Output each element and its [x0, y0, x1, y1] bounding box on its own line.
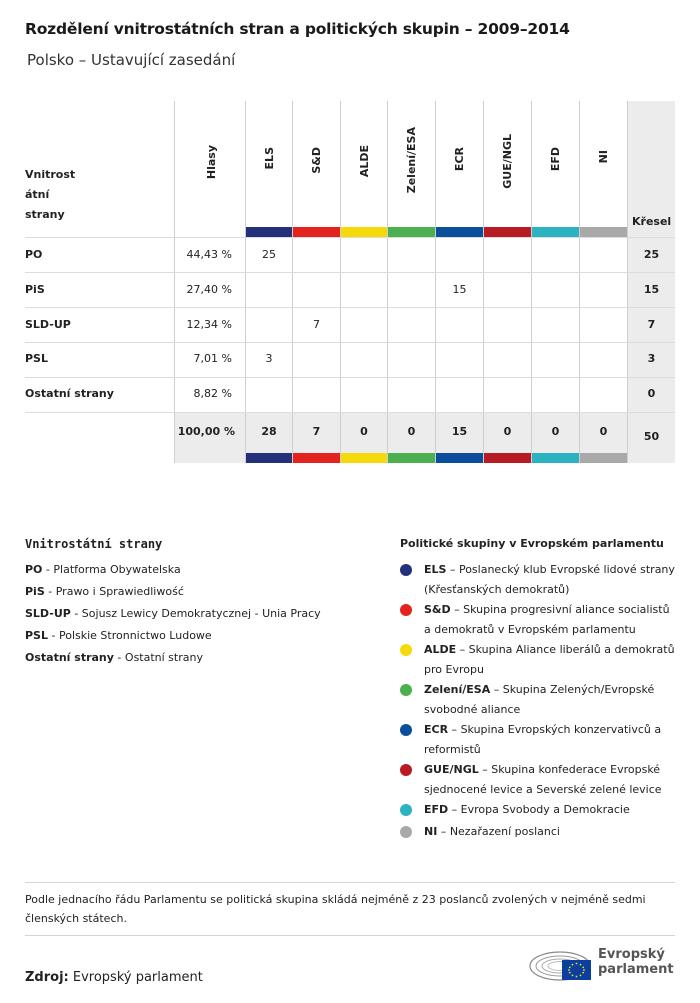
row-party: Ostatní strany	[25, 387, 114, 400]
legend-party-item: PSL - Polskie Stronnictwo Ludowe	[25, 629, 212, 642]
legend-parties-title: Vnitrostátní strany	[25, 537, 163, 551]
stripe-alde	[341, 227, 387, 237]
page-title: Rozdělení vnitrostátních stran a politických skupin – 2009–2014	[25, 20, 570, 38]
group-header-alde: ALDE	[358, 145, 371, 178]
row-votes: 44,43 %	[186, 248, 232, 261]
legend-parties	[25, 537, 365, 668]
total-cell: 0	[360, 425, 368, 438]
group-header-sd: S&D	[310, 147, 323, 174]
row-cell: 3	[265, 352, 273, 365]
group-dot-sd	[400, 604, 412, 616]
row-votes: 8,82 %	[193, 387, 232, 400]
legend-group-item: GUE/NGL – Skupina konfederace Evropské sjednocené levice a Severské zelené levice	[424, 763, 662, 796]
stripe-sd	[293, 227, 340, 237]
party-column-header: Vnitrost átní strany	[25, 168, 76, 221]
stripe-ecr	[436, 227, 483, 237]
row-seats: 3	[647, 352, 656, 365]
legend-group-item: ALDE – Skupina Aliance liberálů a demokratů pro Evropu	[424, 643, 675, 676]
group-dot-ni	[400, 826, 412, 838]
legend-party-item: SLD-UP - Sojusz Lewicy Demokratycznej - Unia Pracy	[25, 607, 321, 620]
row-seats: 25	[643, 248, 660, 261]
row-cell: 15	[452, 283, 467, 296]
logo-text: Evropský parlament	[598, 947, 674, 977]
row-seats: 7	[647, 318, 656, 331]
row-votes: 7,01 %	[193, 352, 232, 365]
row-seats: 15	[643, 283, 660, 296]
total-cell: 0	[407, 425, 416, 438]
stripe-bottom-zeleni	[388, 453, 435, 463]
group-dot-gue	[400, 764, 412, 776]
row-seats: 0	[647, 387, 656, 400]
stripe-gue	[484, 227, 531, 237]
group-header-zeleni: Zelení/ESA	[405, 127, 418, 194]
stripe-efd	[532, 227, 579, 237]
group-dot-els	[400, 564, 412, 576]
divider	[25, 882, 675, 883]
legend-group-item: ELS – Poslanecký klub Evropské lidové strany (Křesťanských demokratů)	[424, 563, 675, 596]
legend-groups-title: Politické skupiny v Evropském parlamentu	[400, 537, 664, 550]
seats-column-bg	[628, 101, 675, 463]
legend-group-item: S&D – Skupina progresivní aliance socialistů a demokratů v Evropském parlamentu	[424, 603, 670, 636]
stripe-bottom-ni	[580, 453, 627, 463]
group-dot-ecr	[400, 724, 412, 736]
group-dot-alde	[400, 644, 412, 656]
total-seats: 50	[643, 430, 660, 443]
group-header-gue: GUE/NGL	[501, 134, 514, 189]
stripe-bottom-efd	[532, 453, 579, 463]
stripe-zeleni	[388, 227, 435, 237]
stripe-bottom-alde	[341, 453, 387, 463]
row-party: SLD-UP	[25, 318, 71, 331]
group-dot-efd	[400, 804, 412, 816]
row-cell: 25	[262, 248, 276, 261]
stripe-bottom-els	[246, 453, 292, 463]
footnote: Podle jednacího řádu Parlamentu se politická skupina skládá nejméně z 23 poslanců zvolených v nejméně sedmi členských státech.	[25, 893, 646, 925]
group-header-els: ELS	[263, 147, 276, 170]
legend-party-item: Ostatní strany - Ostatní strany	[25, 651, 203, 664]
legend-group-item: NI – Nezařazení poslanci	[424, 825, 560, 838]
row-party: PO	[25, 248, 43, 261]
total-cell: 15	[451, 425, 468, 438]
page-subtitle: Polsko – Ustavující zasedání	[27, 51, 236, 69]
divider	[25, 935, 675, 936]
row-cell: 7	[313, 318, 320, 331]
votes-column-header: Hlasy	[205, 145, 218, 180]
seat-table	[0, 0, 700, 470]
hemicycle-icon	[528, 944, 592, 984]
total-cell: 0	[551, 425, 560, 438]
total-cell: 0	[503, 425, 512, 438]
row-party: PSL	[25, 352, 48, 365]
row-party: PiS	[25, 283, 45, 296]
total-cell: 0	[599, 425, 608, 438]
total-cell: 7	[312, 425, 321, 438]
group-header-efd: EFD	[549, 147, 562, 172]
total-cell: 28	[261, 425, 277, 438]
stripe-bottom-sd	[293, 453, 340, 463]
group-dot-zeleni	[400, 684, 412, 696]
legend-group-item: EFD – Evropa Svobody a Demokracie	[424, 803, 630, 816]
source: Zdroj: Evropský parlament	[25, 970, 203, 985]
legend-group-item: ECR – Skupina Evropských konzervativců a reformistů	[424, 723, 662, 756]
legend-group-item: Zelení/ESA – Skupina Zelených/Evropské svobodné aliance	[424, 683, 655, 716]
row-votes: 27,40 %	[186, 283, 232, 296]
seats-column-header: Křesel	[632, 215, 672, 228]
legend-party-item: PO - Platforma Obywatelska	[25, 563, 181, 576]
stripe-bottom-gue	[484, 453, 531, 463]
stripe-bottom-ecr	[436, 453, 483, 463]
group-header-ni: NI	[597, 150, 610, 164]
total-votes: 100,00 %	[177, 425, 235, 438]
stripe-ni	[580, 227, 627, 237]
legend-party-item: PiS - Prawo i Sprawiedliwość	[25, 585, 184, 598]
row-votes: 12,34 %	[186, 318, 232, 331]
ep-logo	[528, 944, 678, 986]
group-header-ecr: ECR	[453, 147, 466, 172]
stripe-els	[246, 227, 292, 237]
